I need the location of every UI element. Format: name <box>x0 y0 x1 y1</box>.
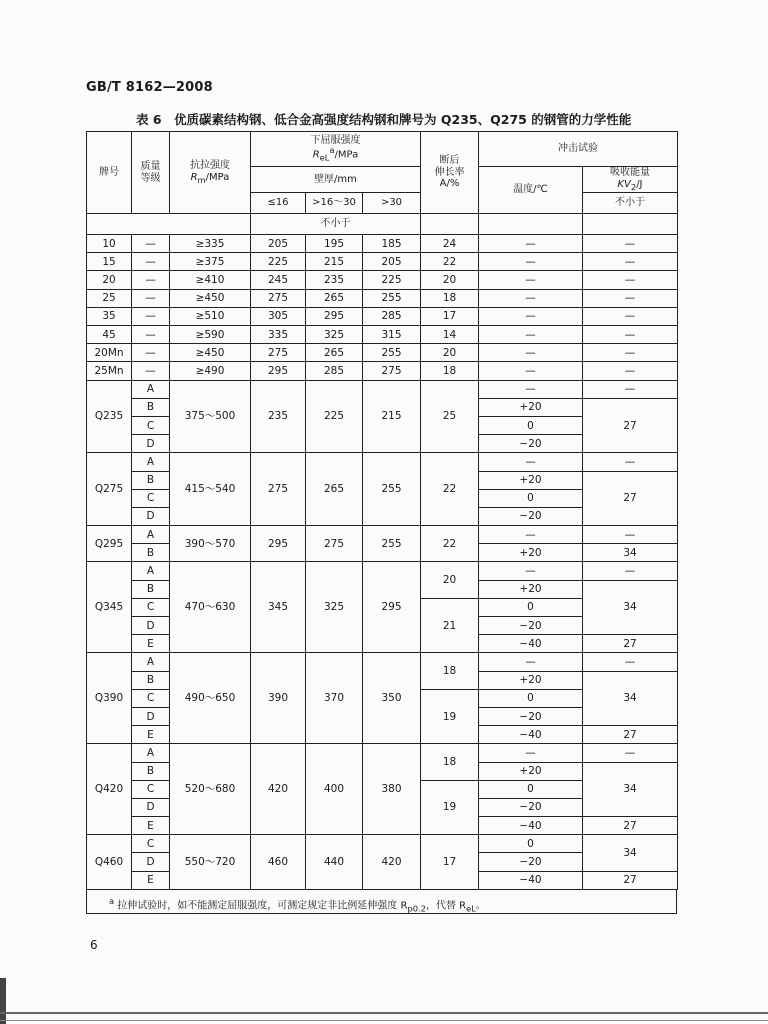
yield-t2-cell: 325 <box>306 326 363 344</box>
table-row <box>87 653 678 671</box>
scan-edge-mark <box>0 978 6 1024</box>
quality-cell: — <box>132 344 170 362</box>
temperature-cell: −40 <box>479 817 583 835</box>
elongation-cell: 24 <box>421 235 479 253</box>
tensile-cell: 470～630 <box>170 562 251 653</box>
footnote-sub-2: eL <box>466 903 476 914</box>
temperature-cell: — <box>479 344 583 362</box>
temperature-cell: — <box>479 235 583 253</box>
yield-t3-cell: 350 <box>363 653 421 744</box>
mechanical-properties-table <box>86 131 678 890</box>
spacer-cell <box>583 214 678 235</box>
tensile-cell: 390～570 <box>170 526 251 562</box>
grade-cell: Q420 <box>87 744 132 835</box>
tensile-cell: ≥375 <box>170 253 251 271</box>
elongation-cell: 19 <box>421 780 479 835</box>
yield-t1-cell: 235 <box>251 380 306 453</box>
elongation-cell: 20 <box>421 344 479 362</box>
quality-cell: E <box>132 726 170 744</box>
temperature-cell: +20 <box>479 398 583 416</box>
yield-t1-cell: 345 <box>251 562 306 653</box>
elongation-cell: 22 <box>421 453 479 526</box>
temperature-cell: — <box>479 289 583 307</box>
elong-line-2: 伸长率 <box>434 166 465 178</box>
grade-cell: 20 <box>87 271 132 289</box>
yield-t2-cell: 440 <box>306 835 363 890</box>
energy-cell: — <box>583 289 678 307</box>
grade-cell: Q390 <box>87 653 132 744</box>
col-header-not-less-energy: 不小于 <box>583 193 678 214</box>
temperature-cell: — <box>479 307 583 325</box>
grade-cell: 35 <box>87 307 132 325</box>
yield-t1-cell: 275 <box>251 344 306 362</box>
energy-cell: — <box>583 307 678 325</box>
quality-cell: E <box>132 871 170 889</box>
yield-t2-cell: 215 <box>306 253 363 271</box>
elong-line-3: A/% <box>439 178 460 190</box>
yield-sub: eL <box>319 152 330 163</box>
yield-t2-cell: 265 <box>306 453 363 526</box>
tensile-cell: ≥335 <box>170 235 251 253</box>
table-row <box>87 453 678 471</box>
energy-cell: — <box>583 744 678 762</box>
temperature-cell: +20 <box>479 671 583 689</box>
energy-cell: — <box>583 235 678 253</box>
table-footnote: $^a$ 拉伸试验时，如不能测定屈服强度，可测定规定非比例延伸强度 $R_{p0.2}$，代替 $R_{eL}$。 <box>86 890 677 914</box>
yield-t3-cell: 185 <box>363 235 421 253</box>
mechanical-properties-table-wrapper <box>86 131 677 890</box>
energy-cell: — <box>583 453 678 471</box>
tensile-cell: 415～540 <box>170 453 251 526</box>
footnote-text-1: 拉伸试验时，如不能测定屈服强度，可测定规定非比例延伸强度 R <box>117 900 408 912</box>
table-title: 表 6 优质碳素结构钢、低合金高强度结构钢和牌号为 Q235、Q275 的钢管的力学性能 <box>136 112 632 127</box>
quality-cell: E <box>132 817 170 835</box>
temperature-cell: — <box>479 526 583 544</box>
quality-cell: D <box>132 507 170 525</box>
quality-cell: A <box>132 744 170 762</box>
energy-cell: 34 <box>583 544 678 562</box>
temperature-cell: — <box>479 271 583 289</box>
table-row <box>87 253 678 271</box>
elongation-cell: 17 <box>421 307 479 325</box>
table-row <box>87 362 678 380</box>
quality-cell: B <box>132 580 170 598</box>
col-header-t1: ≤16 <box>251 193 306 214</box>
quality-line-1: 质量 <box>140 161 161 173</box>
quality-cell: E <box>132 635 170 653</box>
tensile-cell: ≥450 <box>170 344 251 362</box>
elongation-cell: 22 <box>421 526 479 562</box>
grade-cell: Q275 <box>87 453 132 526</box>
temperature-cell: +20 <box>479 544 583 562</box>
table-row <box>87 235 678 253</box>
quality-cell: D <box>132 707 170 725</box>
temperature-cell: — <box>479 653 583 671</box>
quality-cell: A <box>132 380 170 398</box>
quality-cell: C <box>132 598 170 616</box>
col-header-not-less: 不小于 <box>251 214 421 235</box>
temperature-cell: −20 <box>479 435 583 453</box>
yield-t1-cell: 275 <box>251 453 306 526</box>
yield-t1-cell: 295 <box>251 362 306 380</box>
grade-cell: Q295 <box>87 526 132 562</box>
elongation-cell: 20 <box>421 562 479 598</box>
energy-cell: — <box>583 326 678 344</box>
temperature-cell: — <box>479 562 583 580</box>
temperature-cell: −20 <box>479 507 583 525</box>
yield-t3-cell: 215 <box>363 380 421 453</box>
quality-cell: A <box>132 562 170 580</box>
quality-cell: D <box>132 617 170 635</box>
yield-t3-cell: 275 <box>363 362 421 380</box>
temperature-cell: 0 <box>479 835 583 853</box>
temperature-cell: — <box>479 326 583 344</box>
spacer-cell <box>421 214 479 235</box>
spacer-cell <box>479 214 583 235</box>
yield-t1-cell: 420 <box>251 744 306 835</box>
tensile-cell: 520～680 <box>170 744 251 835</box>
tensile-cell: ≥450 <box>170 289 251 307</box>
quality-cell: A <box>132 653 170 671</box>
temperature-cell: −20 <box>479 617 583 635</box>
yield-t3-cell: 255 <box>363 453 421 526</box>
yield-symbol: R <box>312 149 320 161</box>
energy-cell: — <box>583 562 678 580</box>
col-header-elongation <box>421 132 479 214</box>
quality-cell: C <box>132 689 170 707</box>
quality-cell: D <box>132 853 170 871</box>
energy-cell: — <box>583 380 678 398</box>
temperature-cell: −40 <box>479 871 583 889</box>
temperature-cell: +20 <box>479 471 583 489</box>
energy-cell: 34 <box>583 671 678 726</box>
quality-cell: — <box>132 271 170 289</box>
elongation-cell: 18 <box>421 653 479 689</box>
energy-symbol: KV <box>617 178 631 190</box>
col-header-grade: 牌号 <box>87 132 132 214</box>
temperature-cell: — <box>479 744 583 762</box>
quality-cell: C <box>132 780 170 798</box>
footnote-mark: a <box>109 896 115 906</box>
quality-cell: B <box>132 671 170 689</box>
col-header-t2: >16～30 <box>306 193 363 214</box>
quality-cell: C <box>132 489 170 507</box>
tensile-cell: ≥410 <box>170 271 251 289</box>
footnote-sub-1: p0.2 <box>407 903 426 914</box>
temperature-cell: — <box>479 380 583 398</box>
yield-t2-cell: 325 <box>306 562 363 653</box>
yield-t1-cell: 335 <box>251 326 306 344</box>
yield-t1-cell: 390 <box>251 653 306 744</box>
grade-cell: 25Mn <box>87 362 132 380</box>
col-header-temperature: 温度/℃ <box>479 167 583 214</box>
energy-cell: — <box>583 253 678 271</box>
table-row <box>87 344 678 362</box>
quality-cell: C <box>132 835 170 853</box>
energy-cell: — <box>583 526 678 544</box>
yield-t1-cell: 305 <box>251 307 306 325</box>
col-header-energy <box>583 167 678 193</box>
temperature-cell: 0 <box>479 416 583 434</box>
yield-t2-cell: 225 <box>306 380 363 453</box>
energy-cell: 34 <box>583 580 678 635</box>
energy-cell: — <box>583 344 678 362</box>
energy-sub: 2 <box>630 181 637 192</box>
quality-cell: B <box>132 762 170 780</box>
yield-t2-cell: 370 <box>306 653 363 744</box>
yield-t3-cell: 255 <box>363 344 421 362</box>
yield-t1-cell: 295 <box>251 526 306 562</box>
temperature-cell: 0 <box>479 598 583 616</box>
yield-t2-cell: 235 <box>306 271 363 289</box>
quality-cell: — <box>132 253 170 271</box>
spacer-cell <box>87 214 251 235</box>
grade-cell: Q460 <box>87 835 132 890</box>
quality-cell: — <box>132 235 170 253</box>
elongation-cell: 18 <box>421 744 479 780</box>
temperature-cell: −20 <box>479 853 583 871</box>
energy-cell: — <box>583 362 678 380</box>
temperature-cell: +20 <box>479 580 583 598</box>
col-header-t3: >30 <box>363 193 421 214</box>
yield-t3-cell: 380 <box>363 744 421 835</box>
yield-t1-cell: 460 <box>251 835 306 890</box>
scan-border-line <box>0 1012 768 1014</box>
quality-cell: — <box>132 307 170 325</box>
grade-cell: Q235 <box>87 380 132 453</box>
yield-t1-cell: 245 <box>251 271 306 289</box>
table-row <box>87 380 678 398</box>
page-number: 6 <box>90 938 98 952</box>
grade-cell: 10 <box>87 235 132 253</box>
quality-cell: — <box>132 289 170 307</box>
tensile-cell: ≥490 <box>170 362 251 380</box>
footnote-text-3: 。 <box>475 900 486 912</box>
energy-cell: 27 <box>583 635 678 653</box>
yield-sup: a <box>329 145 335 156</box>
elongation-cell: 21 <box>421 598 479 653</box>
elongation-cell: 14 <box>421 326 479 344</box>
tensile-cell: ≥510 <box>170 307 251 325</box>
table-row <box>87 562 678 580</box>
elongation-cell: 25 <box>421 380 479 453</box>
yield-t3-cell: 205 <box>363 253 421 271</box>
yield-t2-cell: 275 <box>306 526 363 562</box>
energy-cell: 27 <box>583 398 678 453</box>
elongation-cell: 22 <box>421 253 479 271</box>
elongation-cell: 19 <box>421 689 479 744</box>
grade-cell: 15 <box>87 253 132 271</box>
energy-cell: 27 <box>583 817 678 835</box>
yield-t2-cell: 285 <box>306 362 363 380</box>
col-header-quality <box>132 132 170 214</box>
tensile-sub: m <box>197 174 206 185</box>
temperature-cell: −20 <box>479 707 583 725</box>
yield-t1-cell: 205 <box>251 235 306 253</box>
energy-line-1: 吸收能量 <box>610 167 650 178</box>
quality-cell: D <box>132 435 170 453</box>
quality-cell: C <box>132 416 170 434</box>
yield-t2-cell: 265 <box>306 289 363 307</box>
tensile-cell: 550～720 <box>170 835 251 890</box>
yield-t2-cell: 195 <box>306 235 363 253</box>
quality-line-2: 等级 <box>140 172 161 184</box>
temperature-cell: −40 <box>479 726 583 744</box>
yield-t3-cell: 285 <box>363 307 421 325</box>
yield-t3-cell: 295 <box>363 562 421 653</box>
yield-t2-cell: 400 <box>306 744 363 835</box>
quality-cell: — <box>132 326 170 344</box>
col-header-impact: 冲击试验 <box>479 132 678 167</box>
grade-cell: 45 <box>87 326 132 344</box>
elongation-cell: 18 <box>421 289 479 307</box>
yield-t3-cell: 255 <box>363 289 421 307</box>
table-row <box>87 289 678 307</box>
table-row <box>87 835 678 853</box>
energy-cell: 34 <box>583 762 678 817</box>
energy-cell: 27 <box>583 471 678 526</box>
energy-cell: — <box>583 653 678 671</box>
yield-unit: /MPa <box>334 149 359 161</box>
col-header-thickness: 壁厚/mm <box>251 167 421 193</box>
temperature-cell: −20 <box>479 798 583 816</box>
tensile-cell: ≥590 <box>170 326 251 344</box>
tensile-cell: 490～650 <box>170 653 251 744</box>
temperature-cell: −40 <box>479 635 583 653</box>
footnote-text-2: 代替 R <box>435 900 467 912</box>
temperature-cell: — <box>479 362 583 380</box>
energy-cell: 27 <box>583 871 678 889</box>
elongation-cell: 20 <box>421 271 479 289</box>
temperature-cell: — <box>479 253 583 271</box>
table-row <box>87 526 678 544</box>
elong-line-1: 断后 <box>439 155 460 167</box>
quality-cell: A <box>132 453 170 471</box>
table-row <box>87 307 678 325</box>
grade-cell: 20Mn <box>87 344 132 362</box>
tensile-cell: 375～500 <box>170 380 251 453</box>
standard-number: GB/T 8162—2008 <box>86 80 213 95</box>
elongation-cell: 17 <box>421 835 479 890</box>
energy-cell: 34 <box>583 835 678 871</box>
tensile-unit: /MPa <box>205 171 230 183</box>
yield-t2-cell: 295 <box>306 307 363 325</box>
energy-unit: /J <box>636 178 643 190</box>
quality-cell: B <box>132 544 170 562</box>
temperature-cell: 0 <box>479 780 583 798</box>
tensile-line-1: 抗拉强度 <box>190 160 230 171</box>
yield-t3-cell: 315 <box>363 326 421 344</box>
table-row <box>87 271 678 289</box>
quality-cell: — <box>132 362 170 380</box>
elongation-cell: 18 <box>421 362 479 380</box>
yield-t1-cell: 225 <box>251 253 306 271</box>
quality-cell: B <box>132 398 170 416</box>
yield-t2-cell: 265 <box>306 344 363 362</box>
col-header-yield <box>251 132 421 167</box>
temperature-cell: 0 <box>479 689 583 707</box>
table-row <box>87 744 678 762</box>
quality-cell: A <box>132 526 170 544</box>
yield-t3-cell: 225 <box>363 271 421 289</box>
tensile-symbol: R <box>190 171 198 183</box>
quality-cell: D <box>132 798 170 816</box>
grade-cell: Q345 <box>87 562 132 653</box>
quality-cell: B <box>132 471 170 489</box>
table-body <box>87 235 678 890</box>
grade-cell: 25 <box>87 289 132 307</box>
temperature-cell: +20 <box>479 762 583 780</box>
temperature-cell: 0 <box>479 489 583 507</box>
yield-t1-cell: 275 <box>251 289 306 307</box>
energy-cell: — <box>583 271 678 289</box>
col-header-tensile <box>170 132 251 214</box>
yield-line-1: 下屈服强度 <box>310 134 361 146</box>
energy-cell: 27 <box>583 726 678 744</box>
yield-t3-cell: 255 <box>363 526 421 562</box>
yield-t3-cell: 420 <box>363 835 421 890</box>
table-row <box>87 326 678 344</box>
scan-border-line <box>0 1020 768 1021</box>
temperature-cell: — <box>479 453 583 471</box>
